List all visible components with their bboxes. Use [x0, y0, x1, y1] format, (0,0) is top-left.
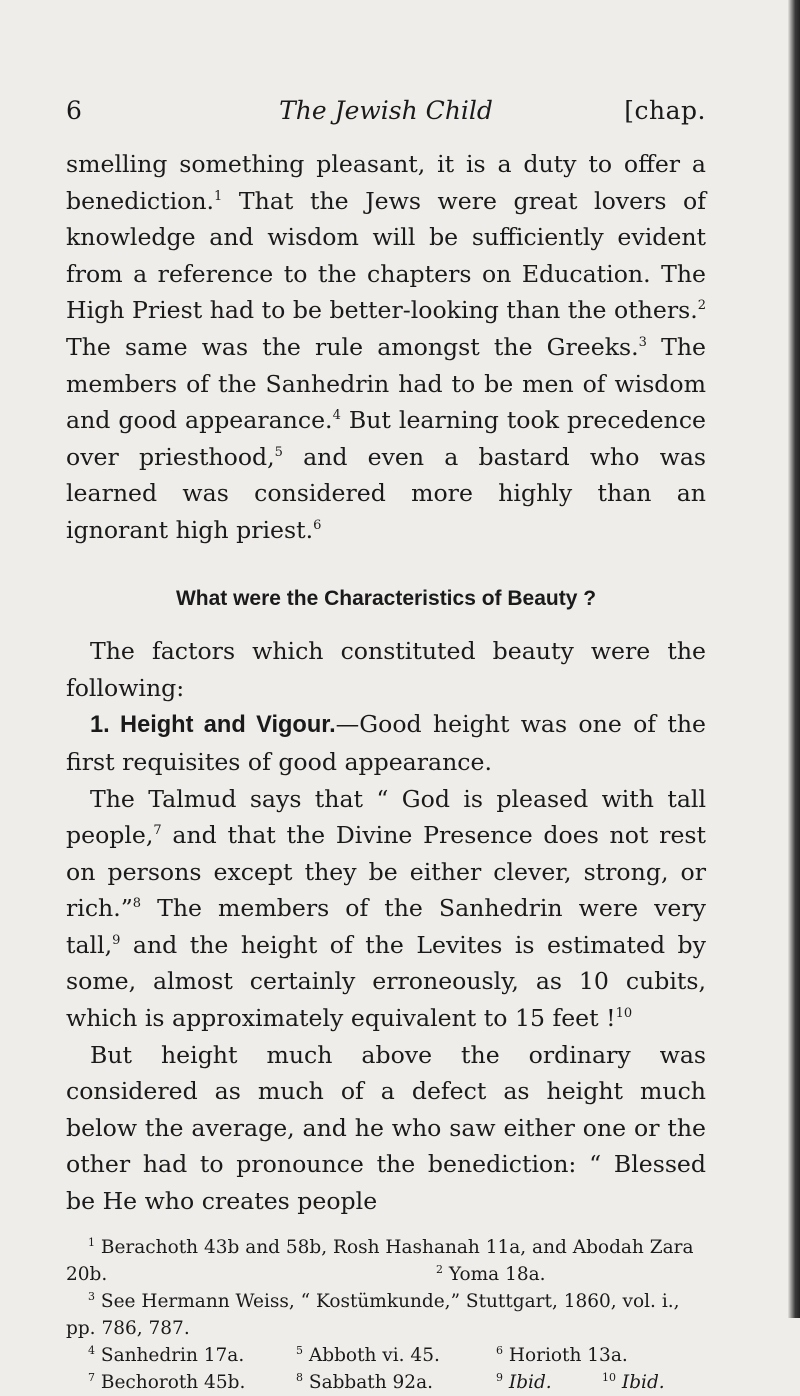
running-head: [66, 96, 706, 136]
footnote-number: 7: [88, 1370, 95, 1384]
footnotes: [66, 1234, 706, 1396]
footnote-line: [66, 1315, 706, 1342]
book-title: The Jewish Child: [279, 96, 493, 125]
text-run: But learning took precedence over priesthood,: [66, 406, 707, 471]
footnote-number: 10: [602, 1370, 616, 1384]
footnote-text: Sanhedrin 17a.: [100, 1344, 245, 1366]
footnote-number: 3: [88, 1289, 95, 1303]
footnote-5: [296, 1342, 440, 1369]
footnote-line: [66, 1288, 706, 1315]
footnote-text: Horioth 13a.: [508, 1344, 628, 1366]
footnote-number: 9: [496, 1370, 503, 1384]
paragraph-5: But height much above the ordinary was considered as much of a defect as height much below the average, and he who saw either one or the other had to pronounce the benediction: “ Blessed be He who creates people: [66, 1040, 706, 1216]
footnote-ref: 10: [615, 1006, 633, 1022]
text-run: The Talmud says that “ God is pleased with tall people,: [66, 784, 706, 850]
footnote-9: [496, 1369, 552, 1396]
footnote-8: [296, 1369, 433, 1396]
text-run: and even a bastard who was learned was considered more highly than an ignorant high priest.: [66, 442, 706, 544]
subsection-label: 1. Height and Vigour.: [90, 712, 336, 739]
footnote-2: [436, 1261, 546, 1288]
text-run: That the Jews were great lovers of knowledge and wisdom will be sufficiently evident from a reference to the chapters on Education. The High Priest had to be better-looking than the others.: [66, 186, 706, 325]
section-heading: What were the Characteristics of Beauty ?: [175, 586, 597, 610]
footnote-number: 1: [88, 1235, 95, 1249]
footnote-ref: 5: [274, 444, 283, 460]
page-number: 6: [66, 96, 82, 125]
footnote-ref: 2: [697, 298, 706, 314]
text-run: and that the Divine Presence does not rest on persons except they be either clever, strong, or rich.”: [66, 821, 706, 923]
footnote-line: [66, 1261, 706, 1288]
footnote-1: [88, 1234, 694, 1261]
text-run: smelling something pleasant, it is a duty to offer a benediction.: [66, 150, 706, 215]
text-run: The members of the Sanhedrin had to be men of wisdom and good appearance.: [66, 332, 706, 435]
footnote-7: [88, 1369, 245, 1396]
footnote-text: Ibid.: [621, 1371, 665, 1393]
footnote-text: See Hermann Weiss, “ Kostümkunde,” Stuttgart, 1860, vol. i.,: [100, 1290, 680, 1312]
footnote-3: [88, 1288, 680, 1315]
footnote-number: 2: [436, 1262, 443, 1276]
book-page: [66, 96, 706, 1396]
body-text: [66, 146, 706, 1220]
footnote-ref: 6: [313, 518, 322, 534]
footnote-ref: 7: [153, 823, 162, 839]
footnote-3-cont: pp. 786, 787.: [66, 1317, 190, 1339]
footnote-line: [66, 1369, 706, 1396]
footnote-line: [66, 1234, 706, 1261]
footnote-number: 5: [296, 1343, 303, 1357]
footnote-ref: 9: [112, 933, 121, 949]
footnote-text: Abboth vi. 45.: [308, 1344, 440, 1366]
footnote-1-cont: 20b.: [66, 1263, 108, 1285]
footnote-number: 6: [496, 1343, 503, 1357]
footnote-text: Yoma 18a.: [448, 1263, 546, 1285]
footnote-text: Bechoroth 45b.: [100, 1371, 246, 1393]
footnote-number: 8: [296, 1370, 303, 1384]
footnote-text: Berachoth 43b and 58b, Rosh Hashanah 11a, and Abodah Zara: [100, 1236, 694, 1258]
paragraph-4: [66, 781, 706, 1037]
footnote-ref: 3: [638, 335, 647, 351]
footnote-ref: 1: [214, 188, 223, 204]
footnote-6: [496, 1342, 628, 1369]
paragraph-1: [66, 146, 706, 549]
footnote-ref: 8: [132, 896, 142, 912]
footnote-10: [602, 1369, 665, 1396]
footnote-line: [66, 1342, 706, 1369]
footnote-4: [88, 1342, 244, 1369]
paragraph-3: [66, 706, 706, 780]
text-run: and the height of the Levites is estimated by some, almost certainly erroneously, as 10 cubits, which is approximately equivalent to 15 feet !: [66, 930, 706, 1033]
text-run: —Good height was one of the first requisites of good appearance.: [66, 710, 706, 776]
footnote-text: Ibid.: [508, 1371, 552, 1393]
paragraph-2: The factors which constituted beauty were the following:: [66, 637, 706, 702]
footnote-text: Sabbath 92a.: [308, 1371, 433, 1393]
chapter-mark: [chap.: [624, 96, 706, 125]
footnote-ref: 4: [332, 408, 341, 424]
text-run: The same was the rule amongst the Greeks.: [66, 332, 639, 361]
text-run: The members of the Sanhedrin were very tall,: [66, 894, 706, 959]
page-edge-shadow: [788, 0, 800, 1318]
footnote-number: 4: [88, 1343, 95, 1357]
